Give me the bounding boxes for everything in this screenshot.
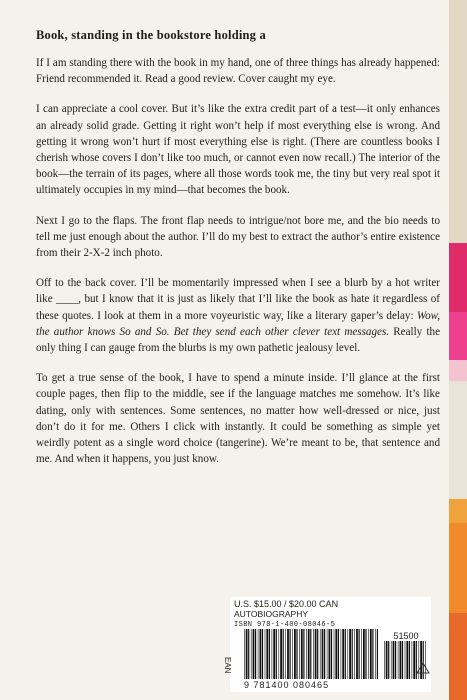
barcode-bar bbox=[375, 629, 376, 679]
barcode-bar bbox=[290, 629, 291, 679]
barcode-bar bbox=[349, 629, 351, 679]
barcode-bar bbox=[260, 629, 262, 679]
edge-tab bbox=[449, 243, 467, 312]
barcode-bar bbox=[412, 641, 413, 679]
barcode-bar bbox=[285, 629, 286, 679]
barcode-bar bbox=[315, 629, 317, 679]
barcode-bar bbox=[342, 629, 344, 679]
barcode-bar bbox=[324, 629, 325, 679]
barcode-bar bbox=[301, 629, 303, 679]
barcode-bar bbox=[409, 641, 410, 679]
edge-tab bbox=[449, 613, 467, 700]
barcode-bar bbox=[244, 629, 245, 679]
barcode-bar bbox=[292, 629, 293, 679]
barcode-bar bbox=[356, 629, 358, 679]
paragraph-list bbox=[36, 55, 440, 467]
barcode-bar bbox=[377, 629, 378, 679]
barcode-bar bbox=[310, 629, 311, 679]
barcode-bar bbox=[265, 629, 266, 679]
barcode-bar bbox=[335, 629, 337, 679]
barcode-bar bbox=[262, 629, 263, 679]
barcode-bar bbox=[400, 641, 402, 679]
barcode-bar bbox=[246, 629, 248, 679]
barcode-bar bbox=[266, 629, 268, 679]
barcode-bar bbox=[372, 629, 373, 679]
barcode-bar bbox=[329, 629, 331, 679]
barcode-bar bbox=[334, 629, 335, 679]
barcode-bar bbox=[341, 629, 342, 679]
barcode-bar bbox=[363, 629, 365, 679]
paragraph-text: Really the only thing I can gauge from the blurbs is my own pathetic jealousy level. bbox=[36, 325, 440, 355]
barcode-sticker bbox=[223, 597, 431, 692]
barcode-bar bbox=[388, 641, 389, 679]
paragraph bbox=[36, 370, 440, 467]
isbn-text: ISBN 978-1-400-08046-5 bbox=[234, 621, 336, 629]
category-text: AUTOBIOGRAPHY bbox=[234, 609, 308, 619]
barcode-bar bbox=[391, 641, 392, 679]
paragraph bbox=[36, 55, 440, 87]
barcode-bar bbox=[287, 629, 289, 679]
barcode-bar bbox=[279, 629, 280, 679]
barcode-bar bbox=[296, 629, 297, 679]
paragraph-text: To get a true sense of the book, I have to spend a minute inside. I’ll glance at the first couple pages, then flip to the middle, see if the language matches me somehow. It’s like dating, only with sentences. Some sentences, no matter how well-dressed or nice, just don’t do it for me. Others I click with instantly. It could be something as simple yet weirdly potent as a single word choice (tangerine). We’re meant to be, that sentence and me. And when it happens, you just know. bbox=[36, 372, 440, 466]
paragraph-text: I can appreciate a cool cover. But it’s like the extra credit part of a test—it only enhances an already solid grade. Getting it right won’t help if most everything else is wrong. And getting it wrong won’t hurt if most everything else is right. (There are countless books I cherish whose covers I don’t like too much, or cannot even now recall.) The interior of the book—the terrain of its pages, where all those words took me, the tiny but very real spot it ultimately occupies in my mind—that becomes the book. bbox=[36, 103, 440, 197]
barcode-bar bbox=[253, 629, 255, 679]
edge-tab bbox=[449, 0, 467, 243]
barcode-bar bbox=[345, 629, 346, 679]
colored-page-tabs bbox=[449, 0, 467, 700]
barcode-bar bbox=[276, 629, 277, 679]
barcode-bar bbox=[402, 641, 403, 679]
barcode-bar bbox=[338, 629, 339, 679]
barcode-bar bbox=[248, 629, 249, 679]
barcode-bar bbox=[405, 641, 406, 679]
paragraph bbox=[36, 101, 440, 198]
barcode-bar bbox=[308, 629, 310, 679]
edge-tab bbox=[449, 381, 467, 499]
barcode-bar bbox=[322, 629, 324, 679]
barcode-bar bbox=[273, 629, 275, 679]
edge-tab bbox=[449, 523, 467, 613]
barcode-bar bbox=[370, 629, 372, 679]
paragraph bbox=[36, 275, 440, 356]
barcode-bar bbox=[255, 629, 256, 679]
barcode-bar bbox=[272, 629, 273, 679]
paragraph-text: Off to the back cover. I’ll be momentarily impressed when I see a blurb by a hot writer like ____, but I know that it is just as likely that I’ll like the book as hate it regardless of these quotes. I look at them in a more voyeuristic way, like a literary gaper’s delay: bbox=[36, 277, 440, 322]
barcode-bar bbox=[331, 629, 332, 679]
barcode-digits: 9 781400 080465 bbox=[244, 680, 330, 690]
edge-tab bbox=[449, 499, 467, 523]
barcode-bar bbox=[294, 629, 296, 679]
page-heading: Book, standing in the bookstore holding a bbox=[36, 28, 266, 42]
barcode-bar bbox=[354, 629, 355, 679]
main-barcode bbox=[244, 629, 378, 679]
barcode-bar bbox=[398, 641, 399, 679]
barcode-bar bbox=[352, 629, 353, 679]
ean-label: EAN bbox=[223, 657, 232, 674]
barcode-bar bbox=[359, 629, 360, 679]
barcode-bar bbox=[317, 629, 318, 679]
barcode-bar bbox=[393, 641, 395, 679]
barcode-bar bbox=[395, 641, 396, 679]
text-block bbox=[36, 28, 440, 481]
triangle-icon bbox=[416, 662, 430, 674]
barcode-bar bbox=[313, 629, 314, 679]
barcode-bar bbox=[258, 629, 259, 679]
barcode-bar bbox=[386, 641, 388, 679]
barcode-bar bbox=[413, 641, 415, 679]
paragraph-text: Next I go to the flaps. The front flap needs to intrigue/not bore me, and the bio needs to tell me just enough about the author. I’ll do my best to extract the author’s entire existence from their 2-X-2 inch photo. bbox=[36, 214, 440, 260]
barcode-bar bbox=[303, 629, 304, 679]
barcode-bar bbox=[269, 629, 270, 679]
barcode-bar bbox=[368, 629, 369, 679]
barcode-bar bbox=[361, 629, 362, 679]
barcode-bar bbox=[283, 629, 284, 679]
barcode-bar bbox=[348, 629, 349, 679]
paragraph-text: If I am standing there with the book in my hand, one of three things has already happened: Friend recommended it. Read a good review. Cover caught my eye. bbox=[36, 57, 440, 86]
barcode-bar bbox=[384, 641, 385, 679]
barcode-bar bbox=[299, 629, 300, 679]
barcode-bar bbox=[251, 629, 252, 679]
paragraph bbox=[36, 213, 440, 262]
barcode-bar bbox=[320, 629, 321, 679]
barcode-bar bbox=[327, 629, 328, 679]
barcode-bar bbox=[365, 629, 366, 679]
edge-tab bbox=[449, 360, 467, 381]
barcode-bar bbox=[280, 629, 282, 679]
barcode-bar bbox=[406, 641, 408, 679]
edge-tab bbox=[449, 312, 467, 361]
price-text: U.S. $15.00 / $20.00 CAN bbox=[234, 599, 339, 609]
addon-digits: 51500 bbox=[393, 631, 419, 641]
barcode-bar bbox=[306, 629, 307, 679]
italic-text: Wow, the author knows So and So. Bet they send each other clever text messages. bbox=[36, 309, 440, 338]
